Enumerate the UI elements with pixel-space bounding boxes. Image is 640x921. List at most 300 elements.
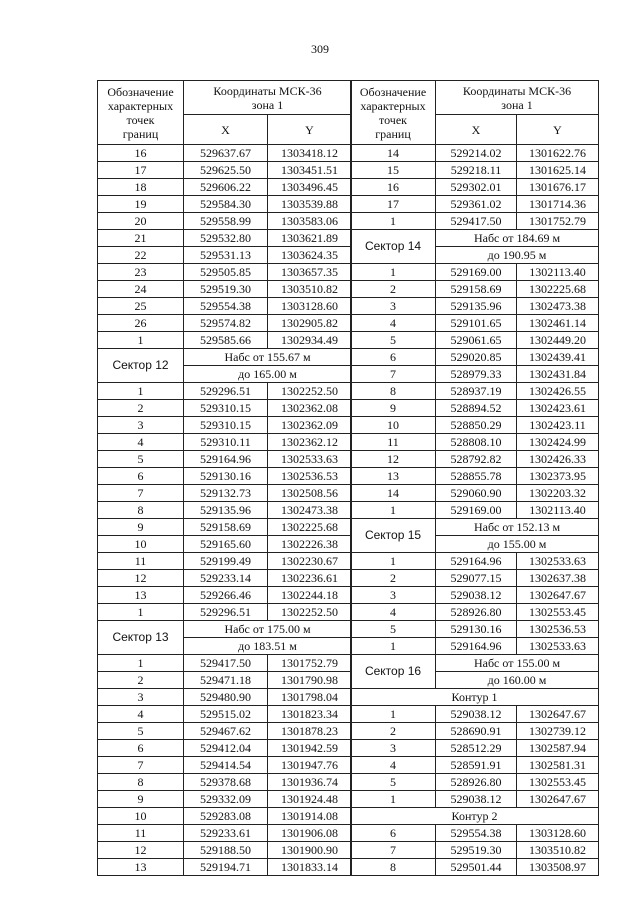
point-number-cell: 4 — [98, 706, 184, 723]
table-row — [98, 468, 352, 485]
y-coordinate-cell: 1301947.76 — [268, 757, 352, 774]
table-row — [98, 706, 352, 723]
point-number-cell: 22 — [98, 247, 184, 264]
table-row — [98, 179, 352, 196]
y-coordinate-cell: 1303510.82 — [268, 281, 352, 298]
point-number-cell: 1 — [351, 264, 436, 281]
contour-label-cell: Контур 2 — [351, 808, 599, 825]
header-line: характерных — [107, 98, 174, 113]
x-coordinate-cell: 529132.73 — [184, 485, 268, 502]
header-line: Обозначение — [359, 84, 427, 99]
x-coordinate-cell: 529532.80 — [184, 230, 268, 247]
point-number-cell: 15 — [351, 162, 436, 179]
table-header-row — [351, 81, 599, 115]
x-coordinate-cell: 529214.02 — [436, 145, 517, 162]
table-row — [98, 859, 352, 876]
y-coordinate-cell: 1303621.89 — [268, 230, 352, 247]
point-number-cell: 24 — [98, 281, 184, 298]
point-designation-header — [351, 81, 436, 145]
x-header: X — [436, 115, 517, 145]
x-coordinate-cell: 529188.50 — [184, 842, 268, 859]
x-coordinate-cell: 529519.30 — [436, 842, 517, 859]
point-number-cell: 1 — [98, 383, 184, 400]
table-row — [351, 162, 599, 179]
elevation-range-from-cell: Набс от 184.69 м — [436, 230, 599, 247]
header-line: зона 1 — [251, 97, 284, 112]
y-coordinate-cell: 1302423.61 — [517, 400, 599, 417]
table-row — [351, 298, 599, 315]
point-number-cell: 10 — [351, 417, 436, 434]
point-number-cell: 7 — [98, 485, 184, 502]
table-row — [98, 485, 352, 502]
point-number-cell: 1 — [351, 791, 436, 808]
table-row — [351, 621, 599, 638]
table-row — [98, 536, 352, 553]
x-coordinate-cell: 529130.16 — [436, 621, 517, 638]
x-coordinate-cell: 529164.96 — [436, 638, 517, 655]
point-number-cell: 8 — [98, 502, 184, 519]
table-header-row — [98, 81, 352, 115]
y-coordinate-cell: 1303624.35 — [268, 247, 352, 264]
table-row — [351, 400, 599, 417]
table-row — [98, 655, 352, 672]
point-number-cell: 3 — [351, 298, 436, 315]
x-coordinate-cell: 529302.01 — [436, 179, 517, 196]
x-coordinate-cell: 529505.85 — [184, 264, 268, 281]
x-coordinate-cell: 529135.96 — [184, 502, 268, 519]
y-coordinate-cell: 1302226.38 — [268, 536, 352, 553]
sector-name-cell: Сектор 12 — [98, 349, 184, 383]
table-row — [98, 723, 352, 740]
table-row — [351, 723, 599, 740]
point-number-cell: 8 — [98, 774, 184, 791]
x-coordinate-cell: 529471.18 — [184, 672, 268, 689]
x-coordinate-cell: 529164.96 — [436, 553, 517, 570]
table-row — [351, 417, 599, 434]
point-number-cell: 8 — [351, 859, 436, 876]
x-coordinate-cell: 528979.33 — [436, 366, 517, 383]
point-number-cell: 2 — [98, 400, 184, 417]
point-number-cell: 23 — [98, 264, 184, 281]
point-number-cell: 13 — [98, 587, 184, 604]
point-number-cell: 5 — [351, 332, 436, 349]
table-row — [351, 264, 599, 281]
contour-row — [351, 689, 599, 706]
elevation-range-to-cell: до 183.51 м — [184, 638, 352, 655]
table-row — [98, 519, 352, 536]
table-row — [351, 281, 599, 298]
x-coordinate-cell: 529414.54 — [184, 757, 268, 774]
table-row — [98, 230, 352, 247]
point-number-cell: 2 — [351, 570, 436, 587]
table-row — [98, 757, 352, 774]
x-coordinate-cell: 529637.67 — [184, 145, 268, 162]
x-coordinate-cell: 529361.02 — [436, 196, 517, 213]
point-number-cell: 20 — [98, 213, 184, 230]
x-coordinate-cell: 528926.80 — [436, 604, 517, 621]
point-number-cell: 12 — [98, 570, 184, 587]
x-coordinate-cell: 529519.30 — [184, 281, 268, 298]
y-coordinate-cell: 1302533.63 — [517, 638, 599, 655]
y-coordinate-cell: 1301752.79 — [517, 213, 599, 230]
table-row — [351, 349, 599, 366]
point-number-cell: 12 — [351, 451, 436, 468]
point-number-cell: 13 — [98, 859, 184, 876]
header-line: Координаты МСК-36 — [213, 83, 322, 98]
y-coordinate-cell: 1303583.06 — [268, 213, 352, 230]
y-coordinate-cell: 1303496.45 — [268, 179, 352, 196]
x-coordinate-cell: 528690.91 — [436, 723, 517, 740]
point-number-cell: 9 — [98, 791, 184, 808]
table-row — [98, 145, 352, 162]
point-number-cell: 6 — [98, 740, 184, 757]
point-number-cell: 7 — [351, 366, 436, 383]
y-coordinate-cell: 1302373.95 — [517, 468, 599, 485]
table-row — [351, 638, 599, 655]
x-coordinate-cell: 529283.08 — [184, 808, 268, 825]
point-number-cell: 21 — [98, 230, 184, 247]
y-coordinate-cell: 1303539.88 — [268, 196, 352, 213]
y-coordinate-cell: 1302449.20 — [517, 332, 599, 349]
point-number-cell: 1 — [351, 638, 436, 655]
y-coordinate-cell: 1301833.14 — [268, 859, 352, 876]
elevation-range-from-cell: Набс от 155.67 м — [184, 349, 352, 366]
y-coordinate-cell: 1301752.79 — [268, 655, 352, 672]
coordinates-table-right — [350, 80, 599, 876]
y-coordinate-cell: 1302362.08 — [268, 400, 352, 417]
point-number-cell: 6 — [351, 825, 436, 842]
point-number-cell: 1 — [351, 706, 436, 723]
y-coordinate-cell: 1302113.40 — [517, 264, 599, 281]
header-line: точек — [379, 112, 407, 127]
table-row — [351, 859, 599, 876]
point-number-cell: 19 — [98, 196, 184, 213]
y-coordinate-cell: 1302647.67 — [517, 706, 599, 723]
table-row — [98, 332, 352, 349]
table-row — [98, 587, 352, 604]
table-row — [351, 587, 599, 604]
table-body-right — [351, 81, 599, 876]
table-row — [351, 451, 599, 468]
table-row — [98, 162, 352, 179]
point-designation-header — [98, 81, 184, 145]
table-row — [98, 604, 352, 621]
y-coordinate-cell: 1301936.74 — [268, 774, 352, 791]
y-coordinate-cell: 1302203.32 — [517, 485, 599, 502]
x-coordinate-cell: 529417.50 — [436, 213, 517, 230]
y-coordinate-cell: 1301714.36 — [517, 196, 599, 213]
y-coordinate-cell: 1302536.53 — [268, 468, 352, 485]
table-row — [351, 570, 599, 587]
point-number-cell: 1 — [98, 332, 184, 349]
coordinates-header — [184, 81, 352, 115]
point-number-cell: 25 — [98, 298, 184, 315]
point-number-cell: 5 — [98, 723, 184, 740]
sector-name-cell: Сектор 13 — [98, 621, 184, 655]
point-number-cell: 2 — [351, 281, 436, 298]
y-coordinate-cell: 1302553.45 — [517, 774, 599, 791]
point-number-cell: 9 — [351, 400, 436, 417]
y-coordinate-cell: 1301823.34 — [268, 706, 352, 723]
y-coordinate-cell: 1302252.50 — [268, 383, 352, 400]
table-row — [98, 281, 352, 298]
y-coordinate-cell: 1302225.68 — [517, 281, 599, 298]
y-coordinate-cell: 1302637.38 — [517, 570, 599, 587]
point-number-cell: 8 — [351, 383, 436, 400]
table-row — [98, 570, 352, 587]
header-line: точек — [126, 112, 155, 127]
y-coordinate-cell: 1301790.98 — [268, 672, 352, 689]
table-row — [98, 689, 352, 706]
table-row — [351, 757, 599, 774]
point-number-cell: 5 — [351, 774, 436, 791]
y-coordinate-cell: 1302252.50 — [268, 604, 352, 621]
table-row — [98, 553, 352, 570]
point-number-cell: 3 — [98, 417, 184, 434]
point-number-cell: 1 — [98, 604, 184, 621]
x-coordinate-cell: 529625.50 — [184, 162, 268, 179]
x-coordinate-cell: 528512.29 — [436, 740, 517, 757]
table-row — [98, 808, 352, 825]
y-coordinate-cell: 1302553.45 — [517, 604, 599, 621]
point-number-cell: 11 — [98, 553, 184, 570]
y-coordinate-cell: 1301914.08 — [268, 808, 352, 825]
y-coordinate-cell: 1302431.84 — [517, 366, 599, 383]
table-row — [98, 451, 352, 468]
y-coordinate-cell: 1301676.17 — [517, 179, 599, 196]
sector-name-cell: Сектор 16 — [351, 655, 436, 689]
point-number-cell: 13 — [351, 468, 436, 485]
x-coordinate-cell: 529310.15 — [184, 400, 268, 417]
contour-row — [351, 808, 599, 825]
elevation-range-from-cell: Набс от 155.00 м — [436, 655, 599, 672]
table-row — [351, 842, 599, 859]
contour-label-cell: Контур 1 — [351, 689, 599, 706]
point-number-cell: 14 — [351, 145, 436, 162]
point-number-cell: 1 — [351, 553, 436, 570]
x-coordinate-cell: 529310.15 — [184, 417, 268, 434]
y-coordinate-cell: 1302533.63 — [268, 451, 352, 468]
point-number-cell: 5 — [98, 451, 184, 468]
x-coordinate-cell: 529061.65 — [436, 332, 517, 349]
x-coordinate-cell: 529199.49 — [184, 553, 268, 570]
table-row — [351, 740, 599, 757]
point-number-cell: 5 — [351, 621, 436, 638]
point-number-cell: 7 — [98, 757, 184, 774]
point-number-cell: 3 — [98, 689, 184, 706]
x-coordinate-cell: 529501.44 — [436, 859, 517, 876]
elevation-range-to-cell: до 155.00 м — [436, 536, 599, 553]
table-row — [98, 264, 352, 281]
x-coordinate-cell: 528855.78 — [436, 468, 517, 485]
table-row — [351, 434, 599, 451]
table-body-left — [98, 81, 352, 876]
y-coordinate-cell: 1301878.23 — [268, 723, 352, 740]
table-row — [351, 791, 599, 808]
table-row — [351, 366, 599, 383]
x-coordinate-cell: 529169.00 — [436, 502, 517, 519]
y-coordinate-cell: 1303657.35 — [268, 264, 352, 281]
x-coordinate-cell: 528808.10 — [436, 434, 517, 451]
y-coordinate-cell: 1302473.38 — [517, 298, 599, 315]
header-line: границ — [375, 126, 411, 141]
elevation-range-from-cell: Набс от 175.00 м — [184, 621, 352, 638]
elevation-range-to-cell: до 190.95 м — [436, 247, 599, 264]
y-coordinate-cell: 1302362.09 — [268, 417, 352, 434]
table-row — [351, 774, 599, 791]
elevation-range-from-cell: Набс от 152.13 м — [436, 519, 599, 536]
table-row — [351, 485, 599, 502]
x-coordinate-cell: 529077.15 — [436, 570, 517, 587]
y-coordinate-cell: 1301906.08 — [268, 825, 352, 842]
table-row — [351, 179, 599, 196]
x-coordinate-cell: 529194.71 — [184, 859, 268, 876]
x-coordinate-cell: 529135.96 — [436, 298, 517, 315]
point-number-cell: 11 — [351, 434, 436, 451]
y-coordinate-cell: 1302647.67 — [517, 791, 599, 808]
y-coordinate-cell: 1302647.67 — [517, 587, 599, 604]
table-row — [98, 825, 352, 842]
point-number-cell: 9 — [98, 519, 184, 536]
header-line: Обозначение — [107, 84, 174, 99]
table-row — [351, 383, 599, 400]
x-coordinate-cell: 529218.11 — [436, 162, 517, 179]
x-coordinate-cell: 529310.11 — [184, 434, 268, 451]
y-coordinate-cell: 1302473.38 — [268, 502, 352, 519]
y-coordinate-cell: 1302225.68 — [268, 519, 352, 536]
x-coordinate-cell: 528591.91 — [436, 757, 517, 774]
y-coordinate-cell: 1302581.31 — [517, 757, 599, 774]
table-row — [98, 502, 352, 519]
point-number-cell: 2 — [351, 723, 436, 740]
x-coordinate-cell: 529158.69 — [184, 519, 268, 536]
y-coordinate-cell: 1302461.14 — [517, 315, 599, 332]
point-number-cell: 6 — [98, 468, 184, 485]
x-coordinate-cell: 529233.61 — [184, 825, 268, 842]
table-row — [98, 417, 352, 434]
page-number: 309 — [311, 42, 329, 56]
y-coordinate-cell: 1303451.51 — [268, 162, 352, 179]
x-coordinate-cell: 529165.60 — [184, 536, 268, 553]
table-row — [351, 825, 599, 842]
y-coordinate-cell: 1301798.04 — [268, 689, 352, 706]
y-coordinate-cell: 1302739.12 — [517, 723, 599, 740]
point-number-cell: 2 — [98, 672, 184, 689]
y-coordinate-cell: 1303508.97 — [517, 859, 599, 876]
point-number-cell: 4 — [98, 434, 184, 451]
x-coordinate-cell: 528792.82 — [436, 451, 517, 468]
x-coordinate-cell: 529130.16 — [184, 468, 268, 485]
point-number-cell: 1 — [351, 502, 436, 519]
y-coordinate-cell: 1302508.56 — [268, 485, 352, 502]
x-coordinate-cell: 529164.96 — [184, 451, 268, 468]
x-coordinate-cell: 529606.22 — [184, 179, 268, 196]
x-coordinate-cell: 529558.99 — [184, 213, 268, 230]
sector-row — [98, 621, 352, 638]
x-coordinate-cell: 529574.82 — [184, 315, 268, 332]
sector-row — [98, 349, 352, 366]
y-coordinate-cell: 1303510.82 — [517, 842, 599, 859]
x-coordinate-cell: 529158.69 — [436, 281, 517, 298]
point-number-cell: 4 — [351, 604, 436, 621]
table-row — [98, 791, 352, 808]
header-line: характерных — [360, 98, 426, 113]
point-number-cell: 18 — [98, 179, 184, 196]
point-number-cell: 16 — [351, 179, 436, 196]
table-row — [351, 553, 599, 570]
point-number-cell: 16 — [98, 145, 184, 162]
table-row — [351, 468, 599, 485]
header-line: Координаты МСК-36 — [462, 83, 572, 98]
table-row — [98, 213, 352, 230]
y-coordinate-cell: 1303418.12 — [268, 145, 352, 162]
table-row — [98, 842, 352, 859]
table-row — [98, 672, 352, 689]
x-coordinate-cell: 529038.12 — [436, 706, 517, 723]
x-coordinate-cell: 528894.52 — [436, 400, 517, 417]
y-coordinate-cell: 1302362.12 — [268, 434, 352, 451]
y-coordinate-cell: 1302424.99 — [517, 434, 599, 451]
y-coordinate-cell: 1302236.61 — [268, 570, 352, 587]
table-row — [98, 774, 352, 791]
y-coordinate-cell: 1302587.94 — [517, 740, 599, 757]
sector-name-cell: Сектор 14 — [351, 230, 436, 264]
point-number-cell: 1 — [98, 655, 184, 672]
y-coordinate-cell: 1301942.59 — [268, 740, 352, 757]
point-number-cell: 7 — [351, 842, 436, 859]
y-coordinate-cell: 1303128.60 — [517, 825, 599, 842]
y-coordinate-cell: 1302113.40 — [517, 502, 599, 519]
y-coordinate-cell: 1301924.48 — [268, 791, 352, 808]
point-number-cell: 17 — [98, 162, 184, 179]
point-number-cell: 14 — [351, 485, 436, 502]
x-coordinate-cell: 529038.12 — [436, 791, 517, 808]
x-coordinate-cell: 529554.38 — [184, 298, 268, 315]
y-coordinate-cell: 1302905.82 — [268, 315, 352, 332]
point-number-cell: 6 — [351, 349, 436, 366]
x-coordinate-cell: 529467.62 — [184, 723, 268, 740]
y-coordinate-cell: 1301622.76 — [517, 145, 599, 162]
sector-row — [351, 519, 599, 536]
sector-row — [351, 655, 599, 672]
coordinates-table-left — [97, 80, 352, 876]
y-coordinate-cell: 1301625.14 — [517, 162, 599, 179]
y-coordinate-cell: 1302533.63 — [517, 553, 599, 570]
sector-row — [351, 230, 599, 247]
table-row — [98, 740, 352, 757]
x-coordinate-cell: 529296.51 — [184, 604, 268, 621]
y-header: Y — [517, 115, 599, 145]
elevation-range-to-cell: до 165.00 м — [184, 366, 352, 383]
x-coordinate-cell: 529585.66 — [184, 332, 268, 349]
x-coordinate-cell: 529233.14 — [184, 570, 268, 587]
header-line: границ — [122, 126, 159, 141]
x-coordinate-cell: 529417.50 — [184, 655, 268, 672]
table-row — [351, 196, 599, 213]
x-coordinate-cell: 529554.38 — [436, 825, 517, 842]
x-coordinate-cell: 529480.90 — [184, 689, 268, 706]
header-line: зона 1 — [501, 97, 533, 112]
point-number-cell: 26 — [98, 315, 184, 332]
y-coordinate-cell: 1302426.55 — [517, 383, 599, 400]
y-coordinate-cell: 1302934.49 — [268, 332, 352, 349]
table-row — [351, 502, 599, 519]
point-number-cell: 4 — [351, 315, 436, 332]
point-number-cell: 12 — [98, 842, 184, 859]
point-number-cell: 1 — [351, 213, 436, 230]
y-coordinate-cell: 1302230.67 — [268, 553, 352, 570]
table-row — [98, 247, 352, 264]
